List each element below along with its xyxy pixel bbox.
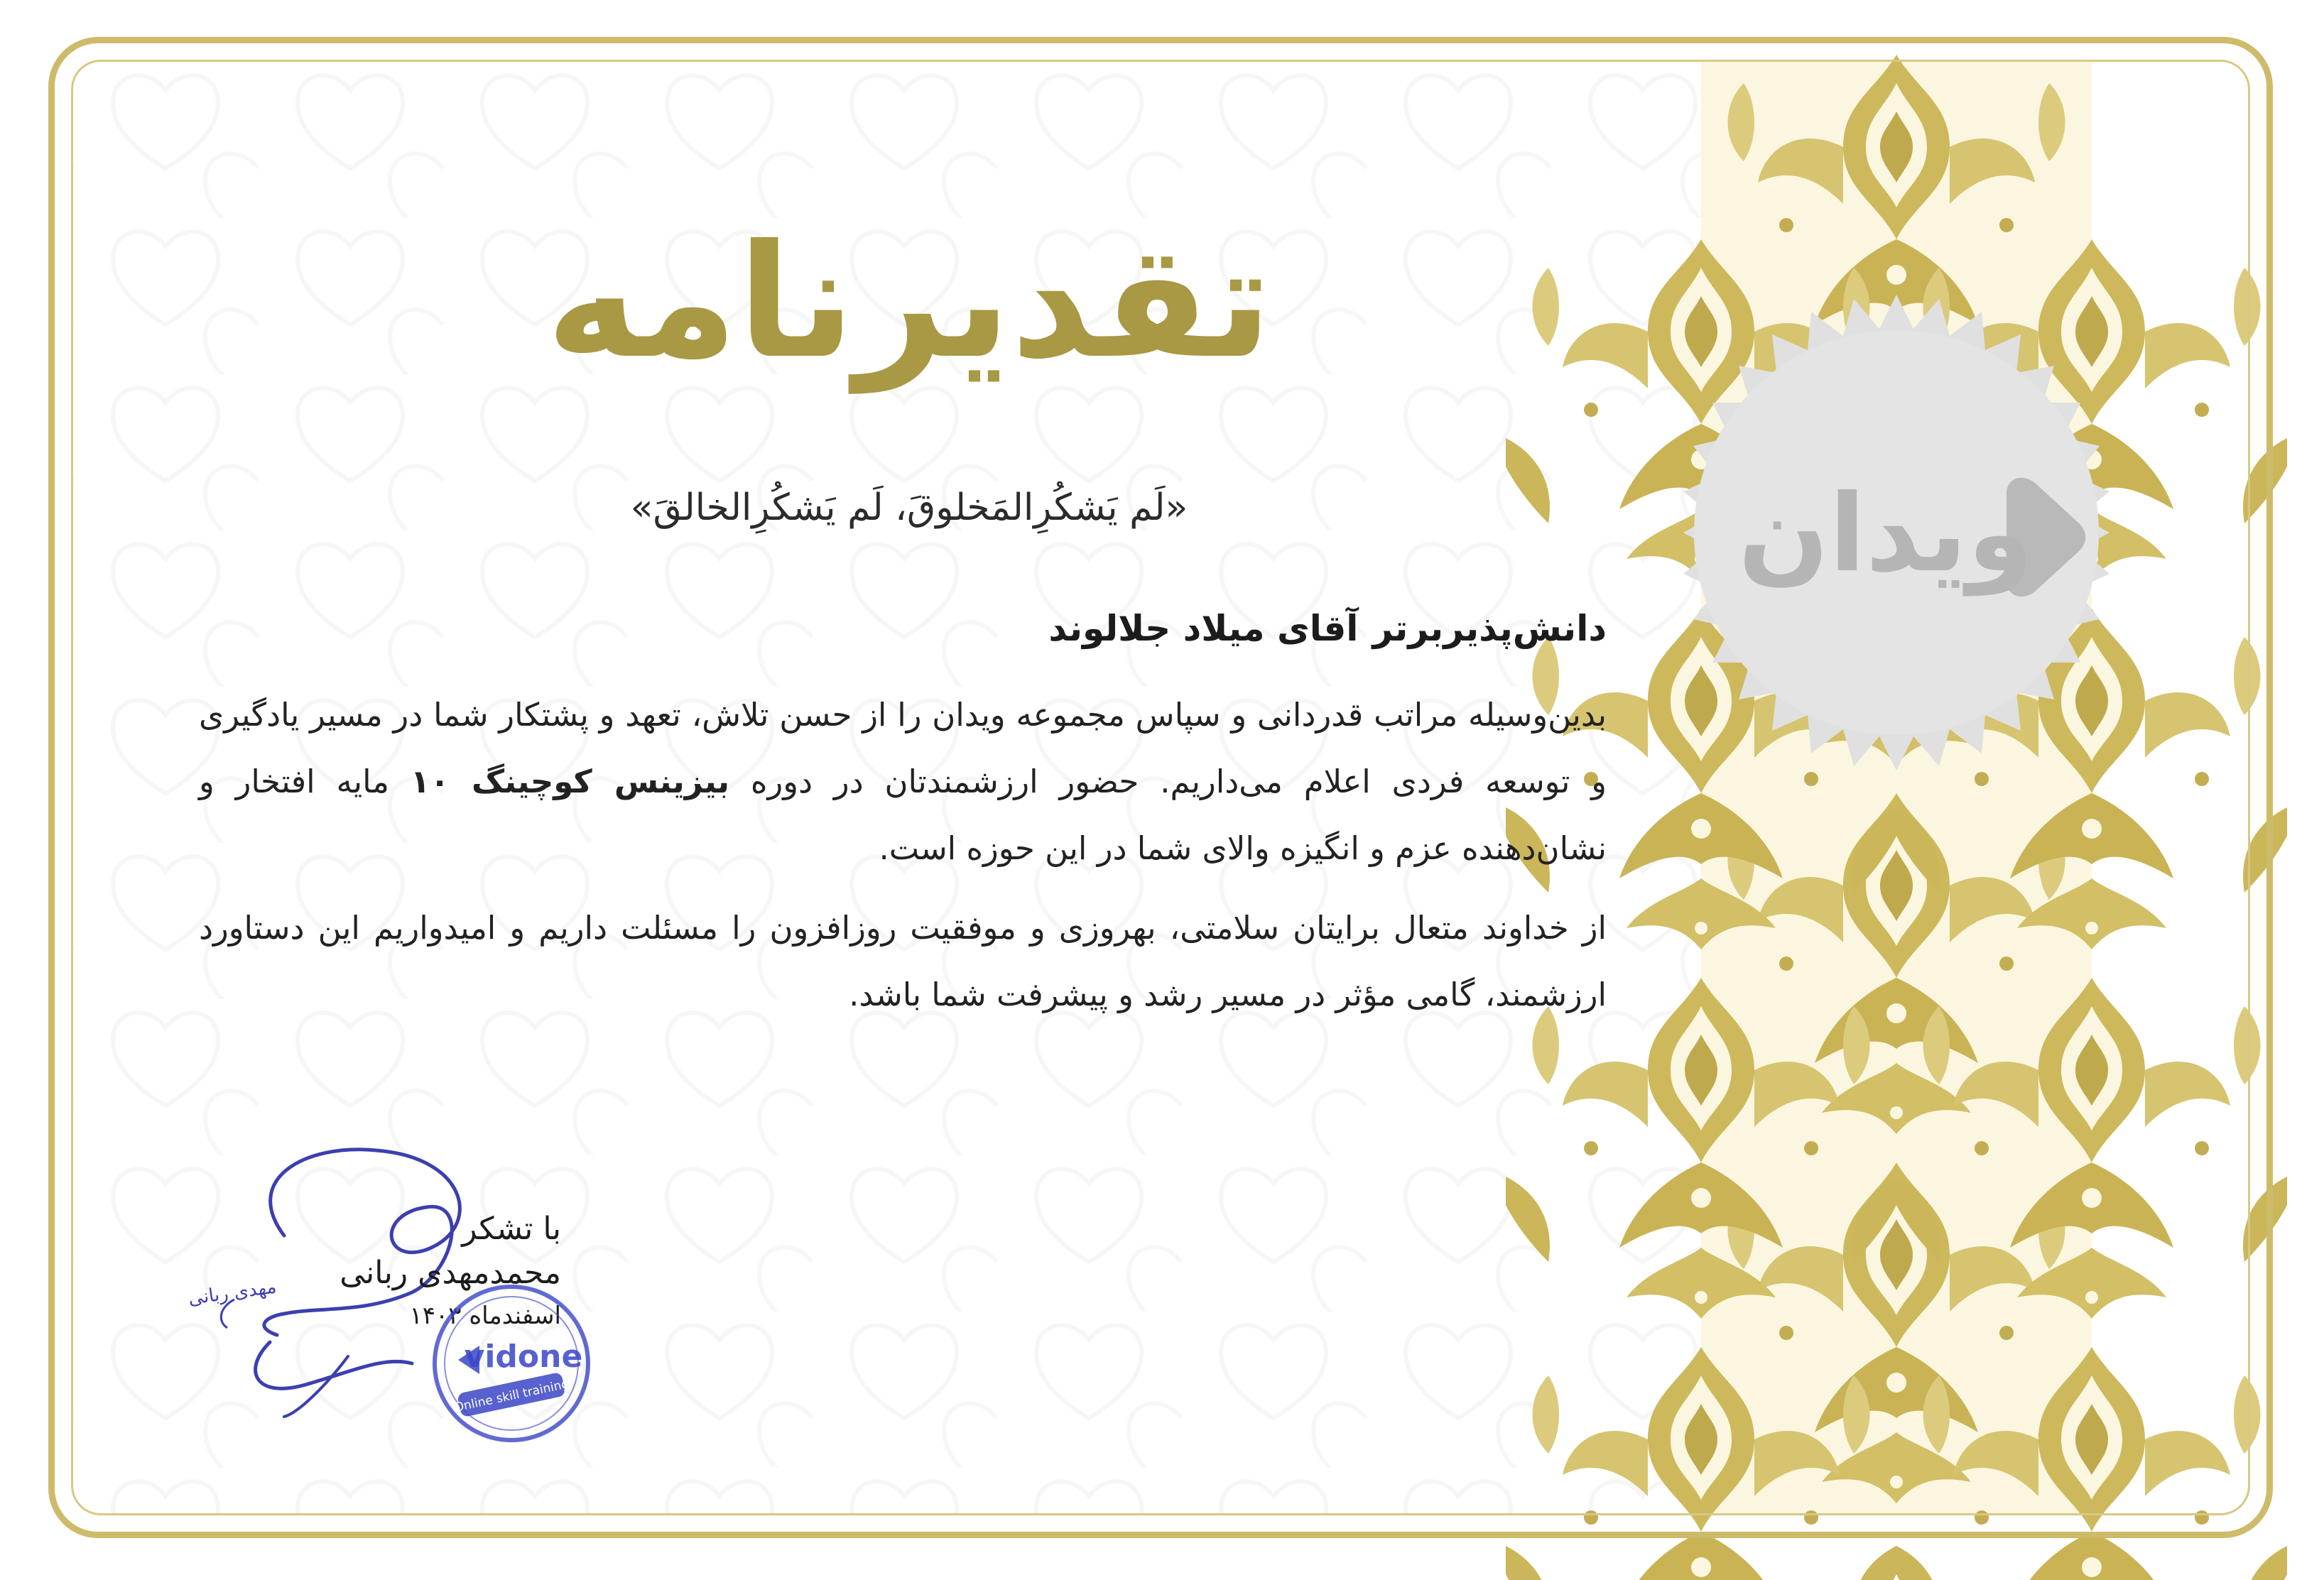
signoff-thanks: با تشکر [462, 1211, 561, 1247]
recipient-label: دانش‌پذیربرتر [1372, 608, 1607, 649]
seal-logo-text: ویدان [1738, 472, 2034, 596]
body-paragraph-2: از خداوند متعال برایتان سلامتی، بهروزی و موفقیت روزافزون را مسئلت داریم و امیدواریم این دستاورد ارزشمند، گامی مؤثر در مسیر رشد و پیشرفت شما باشد. [199, 909, 1607, 1013]
certificate-title: تقدیرنامه [545, 211, 1273, 393]
course-name: بیزینس کوچینگ ۱۰ [410, 763, 730, 800]
stamp-tagline: Online skill training [452, 1377, 570, 1415]
body-paragraph-1 [199, 682, 1607, 882]
stamp-brand: vidone [464, 1339, 583, 1375]
body-paragraph-1-start: بدین‌وسیله مراتب قدردانی و سپاس مجموعه ویدان را از حسن تلاش، تعهد و پشتکار شما در مسیر یادگیری و توسعه فردی اعلام می‌داریم. حضور ارزشمندتان در دوره [199, 696, 1607, 800]
company-stamp [430, 1282, 593, 1445]
recipient-line [710, 596, 1607, 660]
signoff-date: اسفندماه ۱۴۰۳ [409, 1302, 561, 1330]
signature-note: مهدی ربانی [187, 1276, 278, 1310]
signoff-signer: محمدمهدی ربانی [340, 1255, 561, 1291]
quote-line: «لَم یَشکُرِالمَخلوقَ، لَم یَشکُرِالخالقَ» [630, 486, 1188, 529]
recipient-name: آقای میلاد جلالوند [1048, 608, 1359, 649]
body-paragraph-1-end: مایه افتخار و نشان‌دهنده عزم و انگیزه والای شما در این حوزه است. [199, 763, 1607, 867]
certificate-body [199, 682, 1607, 1041]
